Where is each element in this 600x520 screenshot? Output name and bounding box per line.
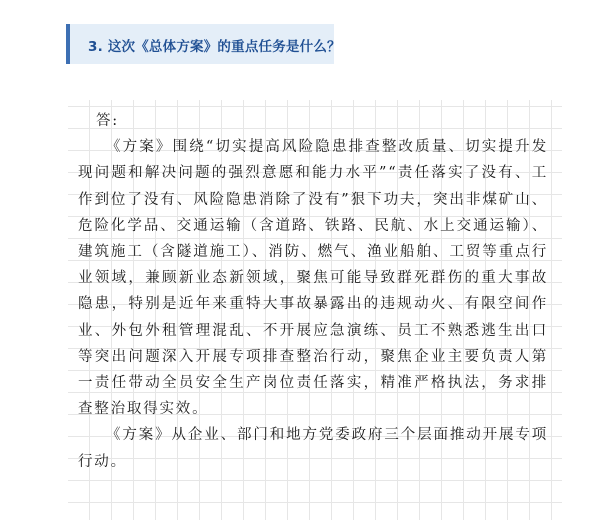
grid-paper: [68, 100, 562, 520]
answer-paragraph-1: 《方案》围绕“切实提高风险隐患排查整改质量、切实提升发现问题和解决问题的强烈意愿和能力水平”“责任落实了没有、工作到位了没有、风险隐患消除了没有”狠下功夫，突出非煤矿山、危险化学品、交通运输（含道路、铁路、民航、水上交通运输）、建筑施工（含隧道施工）、消防、燃气、渔业船舶、工贸等重点行业领域，兼顾新业态新领域，聚焦可能导致群死群伤的重大事故隐患，特别是近年来重特大事故暴露出的违规动火、有限空间作业、外包外租管理混乱、不开展应急演练、员工不熟悉逃生出口等突出问题深入开展专项排查整治行动，聚焦企业主要负责人第一责任带动全员安全生产岗位责任落实，精准严格执法，务求排查整治取得实效。: [78, 139, 548, 418]
question-title: 3. 这次《总体方案》的重点任务是什么？: [88, 39, 341, 55]
answer-paragraph-2: 《方案》从企业、部门和地方党委政府三个层面推动开展专项行动。: [78, 427, 548, 470]
question-banner: [66, 24, 341, 64]
answer-label: 答:: [96, 113, 119, 129]
answer-body: [78, 108, 548, 475]
